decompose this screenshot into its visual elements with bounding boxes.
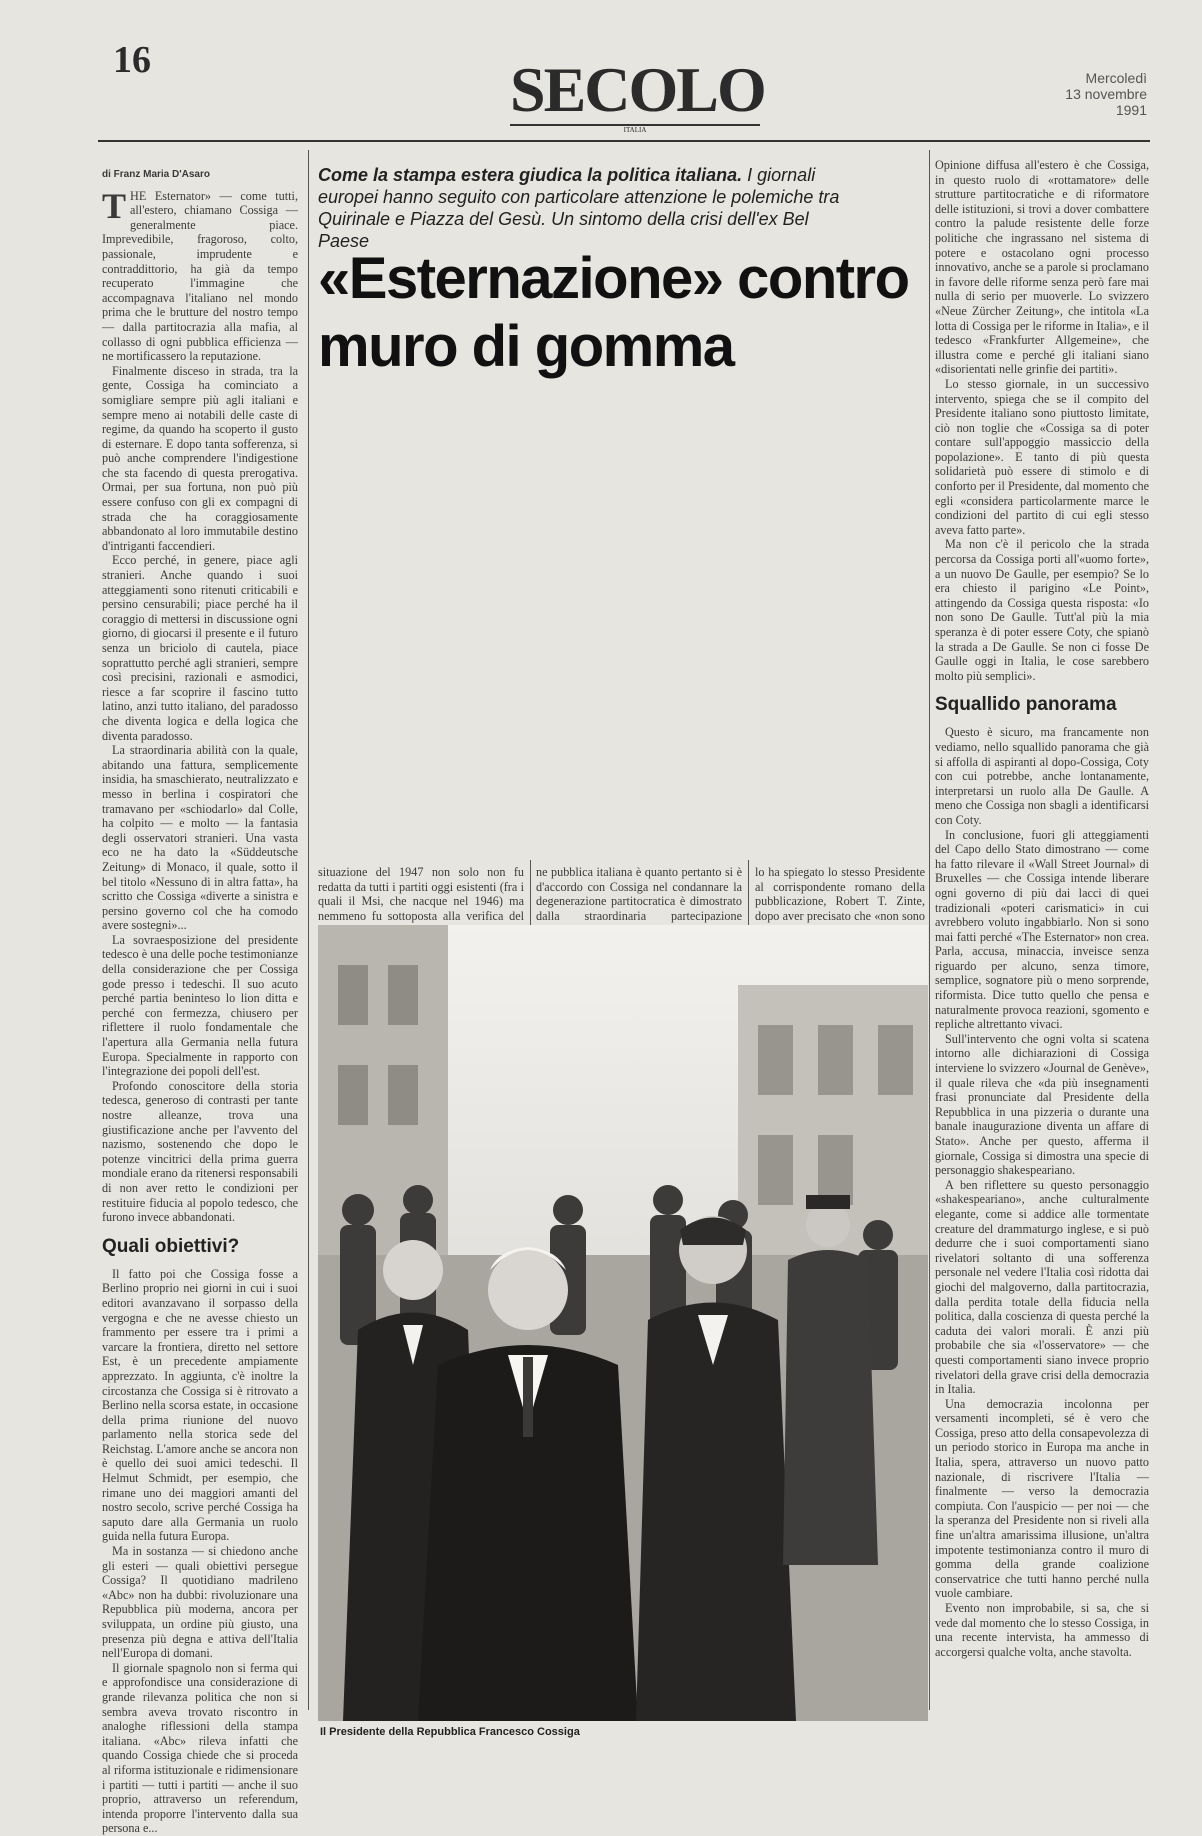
paragraph: A ben riflettere su questo personaggio «shakespeariano», anche culturalmente elegante, come si addice alle tormentate creature del drammaturgo inglese, e si può dedurre che i suoi comportamenti siano rivelatori soltanto di una sofferenza personale nel vedere l'Italia così ridotta dai giochi del malgoverno, dalla partitocrazia, dalla perdita totale della fiducia nella politica, dalla coscienza di questa perché la caduta dei valori morali. È anzi più probabile che sia «l'osservatore» — che questi comportamenti siano invece proprio rivelatori della grave crisi della democrazia in Italia. [935,1177,1149,1397]
paragraph: Sull'intervento che ogni volta si scatena intorno alle dichiarazioni di Cossiga interviene lo svizzero «Journal de Genève», il quale rileva che «da più insegnamenti frasi pronunciate dal Presidente della Repubblica in una pizzeria o durante una banale inaugurazione diventa un affare di Stato». Anche per questo, afferma il giornale, Cossiga si dimostra una specie di personaggio shakespeariano. [935,1031,1149,1178]
weekday: Mercoledì [1085,70,1147,86]
paragraph: Una democrazia incolonna per versamenti incompleti, sé è vero che Cossiga, preso atto della consapevolezza di un periodo storico in Europa ma anche in Italia, spera, attraverso un nuovo patto nazionale, di riscrivere l'Italia — finalmente — verso la democrazia compiuta. Con l'auspicio — per noi — che la speranza del Presidente non si riveli alla fine un'altra amarissima illusione, un'altra impotente testimonianza contro il muro di gomma della grande coalizione conservatrice che tutti hanno perché nulla vuole cambiare. [935,1396,1149,1601]
subheading: Squallido panorama [935,694,1117,716]
paragraph: HE Esternator» — come tutti, all'estero, chiamano Cossiga — generalmente piace. Imprevedibile, fragoroso, colto, passionale, imprudente e contraddittorio, ha già da tempo recuperato l'immagine che accompagnava l'italiano nel mondo prima che le brutture del nostro tempo — dalla partitocrazia alla mafia, al collasso di ogni pubblica efficienza — ne mortificassero la reputazione. [102,188,298,364]
paragraph: Questo è sicuro, ma francamente non vediamo, nello squallido panorama che già si affolla di aspiranti al dopo-Cossiga, Coty con cui potrebbe, anche lontanamente, interpretarsi un ruolo alla De Gaulle. A meno che Cossiga non sbagli a identificarsi con Coty. [935,725,1149,827]
headline-line-2: muro di gomma [318,314,734,379]
paragraph: lo ha spiegato lo stesso Presidente al corrispondente romano della pubblicazione, Robert T. Zinte, dopo aver precisato che «non sono [755,865,925,923]
left-column [102,168,298,1836]
paragraph: In conclusione, fuori gli atteggiamenti del Capo dello Stato dimostrano — come ha fatto rilevare il «Wall Street Journal» di Bruxelles — che Cossiga intende liberare ogni governo di più dai lacci di quei tradizionali «poteri carismatici» in cui avrebbero voluto ingabbiarlo. Non si sono mai fatti perché «The Esternator» non crea. Parla, accusa, minaccia, inveisce senza riguardo per alcuno, senza timore, semplice, sognatore più o meno sorprende, riformista. Dice tutto quello che pensa e naturalmente provoca reazioni, sgomento e repliche altrettanto vivaci. [935,827,1149,1032]
issue-date: 13 novembre 1991 [1065,86,1147,118]
headline-line-1: «Esternazione» contro [318,246,909,311]
kicker-text: I giornali europei hanno seguito con particolare attenzione le polemiche tra Quirinale e Piazza del Gesù. Un sintomo della crisi dell'ex Bel Paese [318,165,840,251]
masthead-title: SECOLO [510,54,765,125]
column-divider-left [308,150,309,1710]
kicker-lead: Come la stampa estera giudica la politica italiana. [318,165,743,185]
photo-caption: Il Presidente della Repubblica Francesco Cossiga [320,1726,580,1738]
paragraph: Finalmente disceso in strada, tra la gente, Cossiga ha cominciato a somigliare sempre più agli italiani e sempre meno ai notabili delle caste di regime, da quando ha scoperto il gusto di esternare. E dopo tanta sofferenza, si può anche comprendere l'indigestione che sta facendo di questa prerogativa. Ormai, per sua fortuna, non può più essere confuso con gli ex compagni di strada che ha coraggiosamente abbandonato al loro immutabile destino d'intriganti faccendieri. [102,363,298,553]
column-divider-right [929,150,930,1710]
masthead-subtitle: ITALIA [510,124,760,138]
paragraph: La sovraesposizione del presidente tedesco è una delle poche testimonianze della considerazione che per Cossiga gode presso i tedeschi. Il suo acuto perché partia beninteso lo lion ditta e perché con fermezza, chiusero per riflettere il ruolo fondamentale che l'apertura alla Germania nella futura Europa. Specialmente in rapporto con l'integrazione dei popoli dell'est. [102,932,298,1079]
paragraph: La straordinaria abilità con la quale, abitando una fattura, semplicemente insidia, ha smaschierato, neutralizzato e messo in berlina i cospiratori che tramavano per «schiodarlo» dal Colle, ha colpito — e molto — la fantasia degli osservatori stranieri. Una vasta eco ne ha dato la «Süddeutsche Zeitung» di Monaco, il quale, sotto il bel titolo «Nessuno di in altra fatta», ha scritto che Cossiga «diverte a sinistra e persino governo col che ha comodo avere sostegni»... [102,743,298,933]
paragraph: ne pubblica italiana è quanto pertanto si è d'accordo con Cossiga nel condannare la degenerazione partitocratica è dimostrato dalla straordinaria partecipazione [536,865,742,923]
paragraph: Lo stesso giornale, in un successivo intervento, spiega che se il compito del Presidente italiano sono piuttosto limitate, ciò non toglie che «Cossiga sa di poter contare sull'appoggio massiccio della popolazione». E tanto di più questa solidarietà può essere di stimolo e di conforto per il Presidente, dal momento che egli «considera particolarmente marce le condizioni del partito di cui egli stesso aveva fatto parte». [935,376,1149,537]
paragraph: situazione del 1947 non solo non fu redatta da tutti i partiti oggi esistenti (fra i quali il Msi, che nacque nel 1946) ma nemmeno fu sottoposta alla verifica del [318,865,524,923]
news-photo [318,925,928,1721]
paragraph: Profondo conoscitore della storia tedesca, generoso di contrasti per tante nostre alleanze, trova una giustificazione anche per l'avvento del nazismo, sostenendo che dopo le potenze vincitrici della prima guerra mondiale erano da ritenersi responsabili di non aver retto le condizioni per restituire fiducia al popolo tedesco, che furono invece abbandonati. [102,1078,298,1225]
header-rule [98,140,1150,142]
masthead [510,54,765,138]
date-block [1035,70,1147,118]
paragraph: Il giornale spagnolo non si ferma qui e approfondisce una considerazione di grande rilevanza politica che non si sembra aveva trovato riscontro in analoghe riflessioni della stampa italiana. «Abc» rileva infatti che quando Cossiga chiede che si proceda al riforma istituzionale e ridimensionare i partiti — tutti i partiti — anche il suo proprio, attraverso un referendum, intenda proporre l'intervento dalla sua persona e... [102,1660,298,1836]
paragraph: Evento non improbabile, si sa, che si vede dal momento che lo stesso Cossiga, in una recente intervista, ha ammesso di accorgersi qualche volta, anche stavolta. [935,1601,1149,1659]
article-kicker [318,164,843,252]
subheading: Quali obiettivi? [102,1235,240,1257]
page-number: 16 [113,39,151,81]
paragraph: Ma in sostanza — si chiedono anche gli esteri — quali obiettivi persegue Cossiga? Il quotidiano madrileno «Abc» non ha dubbi: rivoluzionare una Repubblica più moderna, ancora per sviluppata, un ordine più giusto, una presenza più degna e attiva dell'Italia nell'Europa di domani. [102,1544,298,1661]
paragraph: Opinione diffusa all'estero è che Cossiga, in questo ruolo di «rottamatore» delle strutture partitocratiche e di riformatore delle istituzioni, si trovi a dover combattere contro la palude resistente delle forze politiche che ingrassano nel sistema di potere e ostacolano ogni processo innovativo, anche se a parole si proclamano in favore delle riforme senza però fare mai nulla di serio per muoverle. Lo svizzero «Neue Zürcher Zeitung», che intitola «La lotta di Cossiga per le riforme in Italia», e il tedesco «Frankfurter Allgemeine», che illustra come e perché gli italiani siano «disorientati nelle grinfie dei partiti». [935,158,1149,377]
byline: di Franz Maria D'Asaro [102,169,210,180]
paragraph: Ecco perché, in genere, piace agli stranieri. Anche quando i suoi atteggiamenti sono ritenuti criticabili e persino censurabili; piace perché ha il coraggio di mettersi in discussione ogni giorno, di giocarsi il presente e il futuro senza un briciolo di cautela, piace soprattutto perché agli stranieri, sempre così precisini, razionali e asmodici, riesce a far scoprire il fascino tutto latino, anzi tutto italiano, del paradosso che diventa logica e della logica che diventa paradosso. [102,553,298,743]
dropcap: T [102,185,127,226]
photo-illustration [318,925,928,1721]
paragraph: Ma non c'è il pericolo che la strada percorsa da Cossiga porti all'«uomo forte», a un nuovo De Gaulle, per esempio? Se lo era chiesto il parigino «Le Point», attingendo da Cossiga questa risposta: «Io non sono De Gaulle. Tutt'al più la mia speranza è di poter essere Coty, che spianò la strada a De Gaulle. Se non ci fosse De Gaulle oggi in Italia, le cose sarebbero molto più semplici». [935,537,1149,683]
headline [318,245,918,381]
paragraph: Il fatto poi che Cossiga fosse a Berlino proprio nei giorni in cui i suoi editori avanzavano il sorpasso della vergogna e che ne avesse chiesto un frammento per essere tra i primi a varcare la frontiera, diretto nel settore Est, è un precedente ampiamente apprezzato. In aggiunta, c'è inoltre la circostanza che Cossiga si è ritrovato a Berlino nella scorsa estate, in occasione della prima riunione del nuovo parlamento nella storica sede del Reichstag. L'amore anche se ancora non è quello dei suoi amici tedeschi. Il Helmut Schmidt, per esempio, che rimane uno dei maggiori amanti del nostro secolo, scrive perché Cossiga ha saputo dare alla Germania un ruolo guida nella futura Europa. [102,1266,298,1544]
right-column [935,158,1149,1694]
